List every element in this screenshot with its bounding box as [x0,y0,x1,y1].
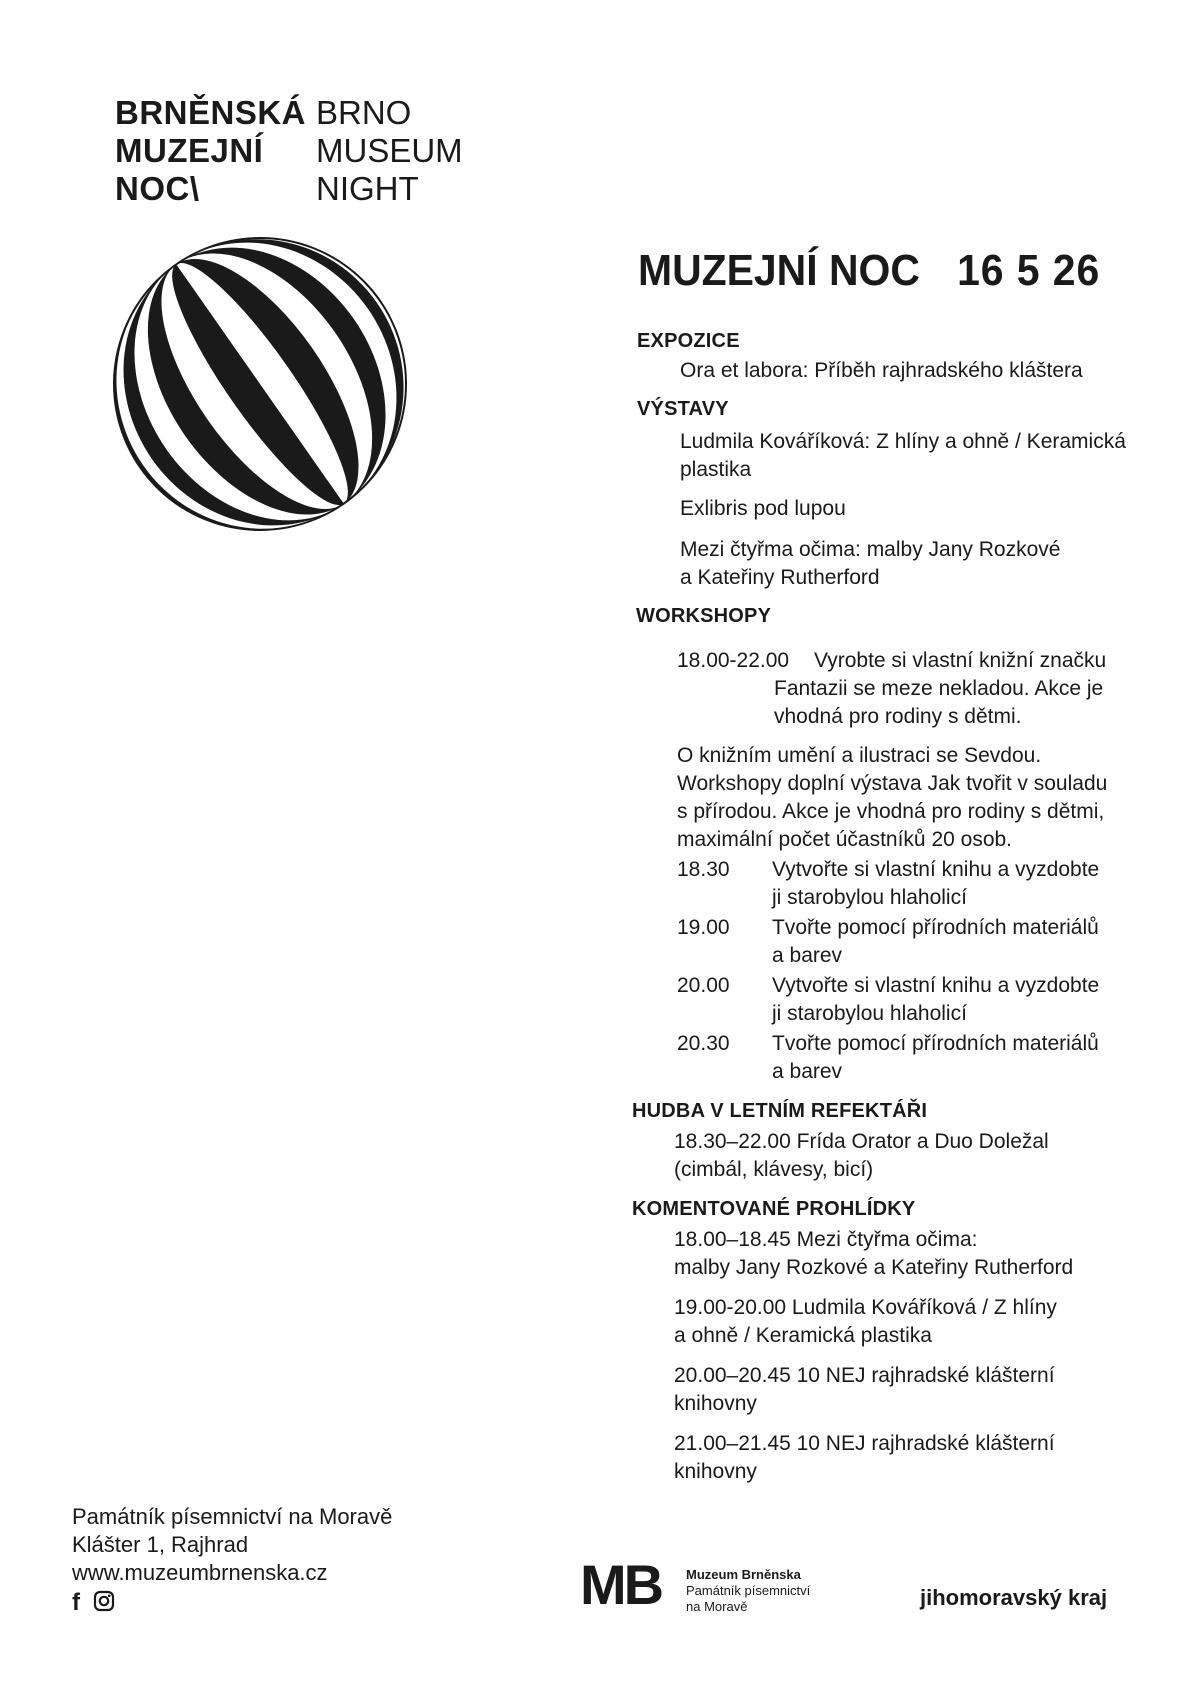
schedule-time: 20.00 [677,974,730,997]
list-item: Exlibris pod lupou [680,497,846,520]
list-item: Tvořte pomocí přírodních materiálů [772,916,1099,939]
list-item: ji starobylou hlaholicí [772,886,967,909]
list-item: 18.00–18.45 Mezi čtyřma očima: [674,1228,978,1251]
list-item: 21.00–21.45 10 NEJ rajhradské klášterní [674,1432,1055,1455]
list-item: Vyrobte si vlastní knižní značku [814,649,1107,672]
section-heading-hudba: HUDBA V LETNÍM REFEKTÁŘI [632,1100,928,1122]
list-item: 19.00-20.00 Ludmila Kováříková / Z hlíny [674,1296,1057,1319]
list-item: Ludmila Kováříková: Z hlíny a ohně / Keramická [680,430,1126,453]
page-title [638,246,1100,296]
website-link[interactable]: www.muzeumbrnenska.cz [72,1560,328,1585]
event-date: 16 5 26 [957,246,1101,295]
list-item: O knižním umění a ilustraci se Sevdou. [677,744,1042,767]
mb-logo-line: Památník písemnictví [686,1583,811,1598]
logo-en-line-1: BRNO [316,94,412,131]
list-item: knihovny [674,1460,757,1483]
list-item: a ohně / Keramická plastika [674,1324,932,1347]
list-item: Ora et labora: Příběh rajhradského kláštera [680,359,1083,382]
mb-logo-line: Muzeum Brněnska [686,1567,801,1582]
logo-cz-line-3: NOC\ [115,170,200,207]
workshop-main-time: 18.00-22.00 [677,649,790,672]
event-title: MUZEJNÍ NOC [638,246,920,295]
logo-cz-line-2: MUZEJNÍ [115,132,264,169]
list-item: s přírodou. Akce je vhodná pro rodiny s dětmi, [677,800,1105,823]
list-item: ji starobylou hlaholicí [772,1002,967,1025]
list-item: a Kateřiny Rutherford [680,566,880,589]
list-item: Fantazii se meze nekladou. Akce je [774,677,1104,700]
list-item: 20.00–20.45 10 NEJ rajhradské klášterní [674,1364,1055,1387]
schedule-time: 20.30 [677,1032,730,1055]
list-item: a barev [772,1060,843,1083]
list-item: Workshopy doplní výstava Jak tvořit v souladu [677,772,1108,795]
schedule-time: 19.00 [677,916,730,939]
list-item: a barev [772,944,843,967]
list-item: Mezi čtyřma očima: malby Jany Rozkové [680,538,1061,561]
list-item: knihovny [674,1392,757,1415]
striped-sphere-icon [110,234,410,534]
list-item: Vytvořte si vlastní knihu a vyzdobte [772,858,1100,881]
instagram-icon[interactable] [93,1590,115,1612]
logo-en-line-2: MUSEUM [316,132,463,169]
section-heading-prohlidky: KOMENTOVANÉ PROHLÍDKY [632,1198,916,1220]
mb-logo-line: na Moravě [686,1599,748,1614]
list-item: 18.30–22.00 Frída Orator a Duo Doležal [674,1130,1049,1153]
logo-cz-line-1: BRNĚNSKÁ [115,94,307,131]
section-heading-expozice: EXPOZICE [637,330,740,352]
section-heading-vystavy: VÝSTAVY [637,398,729,420]
list-item: maximální počet účastníků 20 osob. [677,828,1013,851]
section-heading-workshopy: WORKSHOPY [636,605,772,627]
social-icons [72,1589,115,1617]
muzeum-brnenska-logo: MB [580,1553,662,1616]
region-logo: jihomoravský kraj [920,1585,1108,1610]
list-item: Tvořte pomocí přírodních materiálů [772,1032,1099,1055]
venue-name: Památník písemnictví na Moravě [72,1504,393,1529]
facebook-icon[interactable]: f [72,1589,80,1616]
list-item: Vytvořte si vlastní knihu a vyzdobte [772,974,1100,997]
list-item: vhodná pro rodiny s dětmi. [774,705,1022,728]
logo-en-line-3: NIGHT [316,170,419,207]
list-item: (cimbál, klávesy, bicí) [674,1158,874,1181]
list-item: malby Jany Rozkové a Kateřiny Rutherford [674,1256,1074,1279]
venue-address: Klášter 1, Rajhrad [72,1532,249,1557]
schedule-time: 18.30 [677,858,730,881]
list-item: plastika [680,458,752,481]
